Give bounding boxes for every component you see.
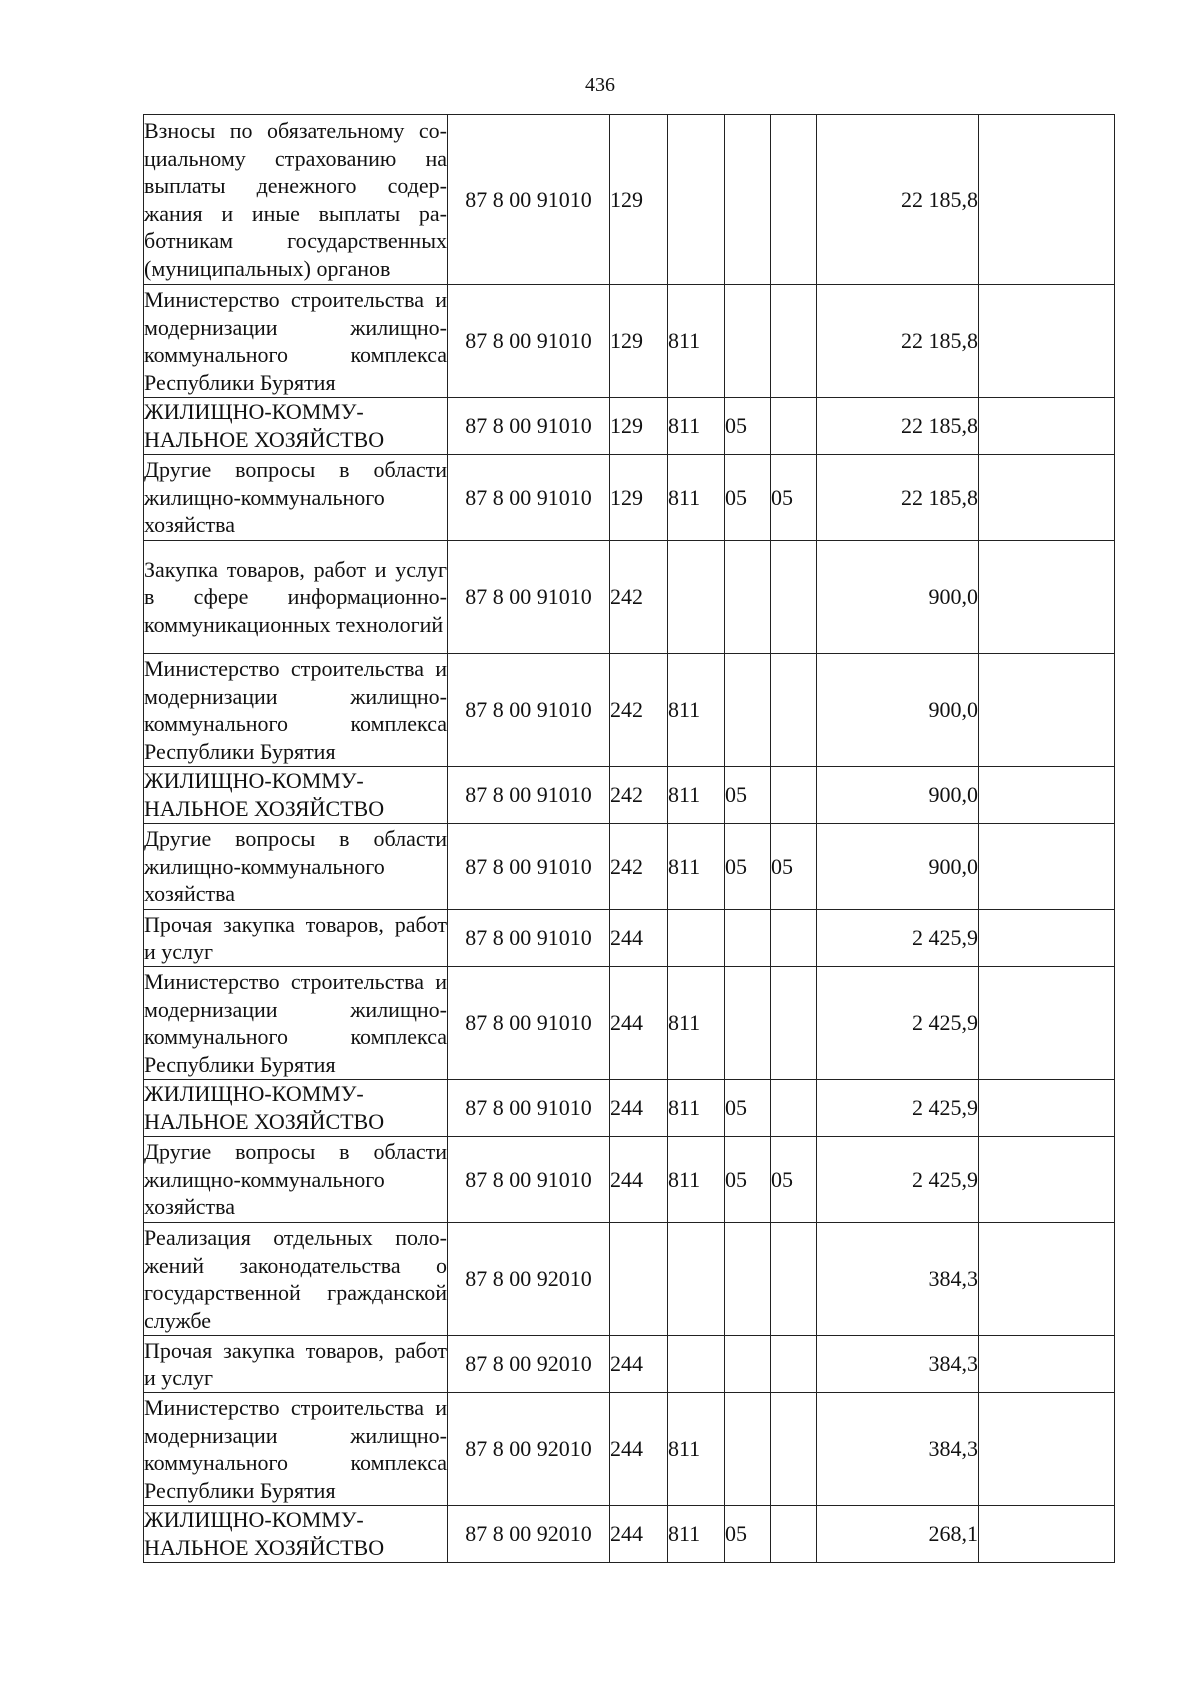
table-row [144,115,1115,285]
empty-cell [979,285,1115,398]
expense-type-code: 242 [610,654,668,767]
section-code [725,967,771,1080]
empty-cell [979,1137,1115,1223]
empty-cell [979,398,1115,455]
row-name: ЖИЛИЩНО-КОММУНАЛЬНОЕ ХОЗЯЙСТВО [144,1080,448,1137]
subsection-code [771,285,817,398]
table-row [144,767,1115,824]
row-name: Закупка товаров, работ и услуг в сфере информационно-коммуникационных технологий [144,541,448,654]
empty-cell [979,455,1115,541]
department-code [668,1336,725,1393]
expense-type-code: 242 [610,824,668,910]
row-name: Прочая закупка товаров, работ и услуг [144,910,448,967]
department-code: 811 [668,654,725,767]
section-code: 05 [725,1080,771,1137]
table-row [144,1137,1115,1223]
empty-cell [979,115,1115,285]
department-code: 811 [668,1080,725,1137]
empty-cell [979,1336,1115,1393]
table-row [144,455,1115,541]
expense-type-code: 244 [610,967,668,1080]
empty-cell [979,541,1115,654]
target-article-code: 87 8 00 92010 [448,1393,610,1506]
target-article-code: 87 8 00 91010 [448,115,610,285]
empty-cell [979,654,1115,767]
row-name: Взносы по обязательному социальному страхованию на выплаты денежного содержания и иные выплаты работникам государственных (муниципальных) органов [144,115,448,285]
table-row [144,1080,1115,1137]
section-code [725,115,771,285]
section-code [725,654,771,767]
department-code: 811 [668,967,725,1080]
table-row [144,541,1115,654]
target-article-code: 87 8 00 92010 [448,1506,610,1563]
table-row [144,910,1115,967]
expense-type-code: 242 [610,767,668,824]
table-row [144,1336,1115,1393]
subsection-code [771,1336,817,1393]
amount: 22 185,8 [817,115,979,285]
row-name: Министерство строительства и модернизации жилищно-коммунального комплекса Республики Бурятия [144,967,448,1080]
expense-type-code: 244 [610,910,668,967]
subsection-code [771,1080,817,1137]
table-row [144,967,1115,1080]
department-code: 811 [668,824,725,910]
department-code: 811 [668,398,725,455]
amount: 900,0 [817,767,979,824]
subsection-code [771,1393,817,1506]
section-code [725,910,771,967]
empty-cell [979,967,1115,1080]
expense-type-code: 242 [610,541,668,654]
table-row [144,1506,1115,1563]
amount: 2 425,9 [817,910,979,967]
section-code [725,1336,771,1393]
empty-cell [979,1393,1115,1506]
subsection-code [771,541,817,654]
table-row [144,824,1115,910]
amount: 384,3 [817,1223,979,1336]
department-code: 811 [668,1506,725,1563]
row-name: Министерство строительства и модернизации жилищно-коммунального комплекса Республики Бурятия [144,285,448,398]
target-article-code: 87 8 00 91010 [448,824,610,910]
row-name: Министерство строительства и модернизации жилищно-коммунального комплекса Республики Бурятия [144,1393,448,1506]
target-article-code: 87 8 00 91010 [448,967,610,1080]
subsection-code: 05 [771,455,817,541]
target-article-code: 87 8 00 92010 [448,1223,610,1336]
department-code: 811 [668,767,725,824]
empty-cell [979,1506,1115,1563]
target-article-code: 87 8 00 91010 [448,1137,610,1223]
subsection-code [771,910,817,967]
budget-rows [144,115,1115,1563]
empty-cell [979,1080,1115,1137]
row-name: Министерство строительства и модернизации жилищно-коммунального комплекса Республики Бурятия [144,654,448,767]
amount: 384,3 [817,1336,979,1393]
expense-type-code: 129 [610,115,668,285]
department-code: 811 [668,285,725,398]
row-name: Другие вопросы в области жилищно-коммунального хозяйства [144,1137,448,1223]
section-code [725,1393,771,1506]
empty-cell [979,767,1115,824]
row-name: ЖИЛИЩНО-КОММУНАЛЬНОЕ ХОЗЯЙСТВО [144,398,448,455]
subsection-code [771,115,817,285]
section-code: 05 [725,767,771,824]
expense-type-code: 129 [610,285,668,398]
row-name: Прочая закупка товаров, работ и услуг [144,1336,448,1393]
amount: 268,1 [817,1506,979,1563]
subsection-code [771,1223,817,1336]
section-code: 05 [725,398,771,455]
amount: 2 425,9 [817,1080,979,1137]
amount: 900,0 [817,654,979,767]
amount: 900,0 [817,541,979,654]
subsection-code [771,654,817,767]
department-code: 811 [668,1393,725,1506]
row-name: ЖИЛИЩНО-КОММУНАЛЬНОЕ ХОЗЯЙСТВО [144,1506,448,1563]
subsection-code: 05 [771,1137,817,1223]
target-article-code: 87 8 00 91010 [448,455,610,541]
subsection-code [771,1506,817,1563]
empty-cell [979,1223,1115,1336]
row-name: Другие вопросы в области жилищно-коммунального хозяйства [144,455,448,541]
section-code [725,1223,771,1336]
amount: 22 185,8 [817,398,979,455]
section-code: 05 [725,1506,771,1563]
amount: 384,3 [817,1393,979,1506]
target-article-code: 87 8 00 91010 [448,541,610,654]
table-row [144,1223,1115,1336]
amount: 22 185,8 [817,455,979,541]
department-code: 811 [668,455,725,541]
target-article-code: 87 8 00 91010 [448,910,610,967]
subsection-code [771,398,817,455]
page-number: 436 [585,74,615,96]
expense-type-code: 244 [610,1336,668,1393]
subsection-code [771,967,817,1080]
table-row [144,398,1115,455]
expense-type-code: 244 [610,1080,668,1137]
department-code [668,115,725,285]
expense-type-code: 244 [610,1393,668,1506]
department-code [668,910,725,967]
section-code [725,541,771,654]
empty-cell [979,824,1115,910]
section-code [725,285,771,398]
target-article-code: 87 8 00 92010 [448,1336,610,1393]
department-code: 811 [668,1137,725,1223]
table-row [144,654,1115,767]
target-article-code: 87 8 00 91010 [448,1080,610,1137]
table-row [144,1393,1115,1506]
row-name: Реализация отдельных положений законодательства о государственной гражданской службе [144,1223,448,1336]
amount: 22 185,8 [817,285,979,398]
empty-cell [979,910,1115,967]
row-name: Другие вопросы в области жилищно-коммунального хозяйства [144,824,448,910]
expense-type-code: 129 [610,455,668,541]
table-row [144,285,1115,398]
amount: 900,0 [817,824,979,910]
expense-type-code: 244 [610,1137,668,1223]
subsection-code [771,767,817,824]
section-code: 05 [725,455,771,541]
department-code [668,541,725,654]
expense-type-code [610,1223,668,1336]
amount: 2 425,9 [817,967,979,1080]
expense-type-code: 244 [610,1506,668,1563]
target-article-code: 87 8 00 91010 [448,285,610,398]
section-code: 05 [725,1137,771,1223]
row-name: ЖИЛИЩНО-КОММУНАЛЬНОЕ ХОЗЯЙСТВО [144,767,448,824]
department-code [668,1223,725,1336]
subsection-code: 05 [771,824,817,910]
amount: 2 425,9 [817,1137,979,1223]
target-article-code: 87 8 00 91010 [448,767,610,824]
target-article-code: 87 8 00 91010 [448,654,610,767]
expense-type-code: 129 [610,398,668,455]
section-code: 05 [725,824,771,910]
target-article-code: 87 8 00 91010 [448,398,610,455]
budget-table [143,114,1115,1563]
